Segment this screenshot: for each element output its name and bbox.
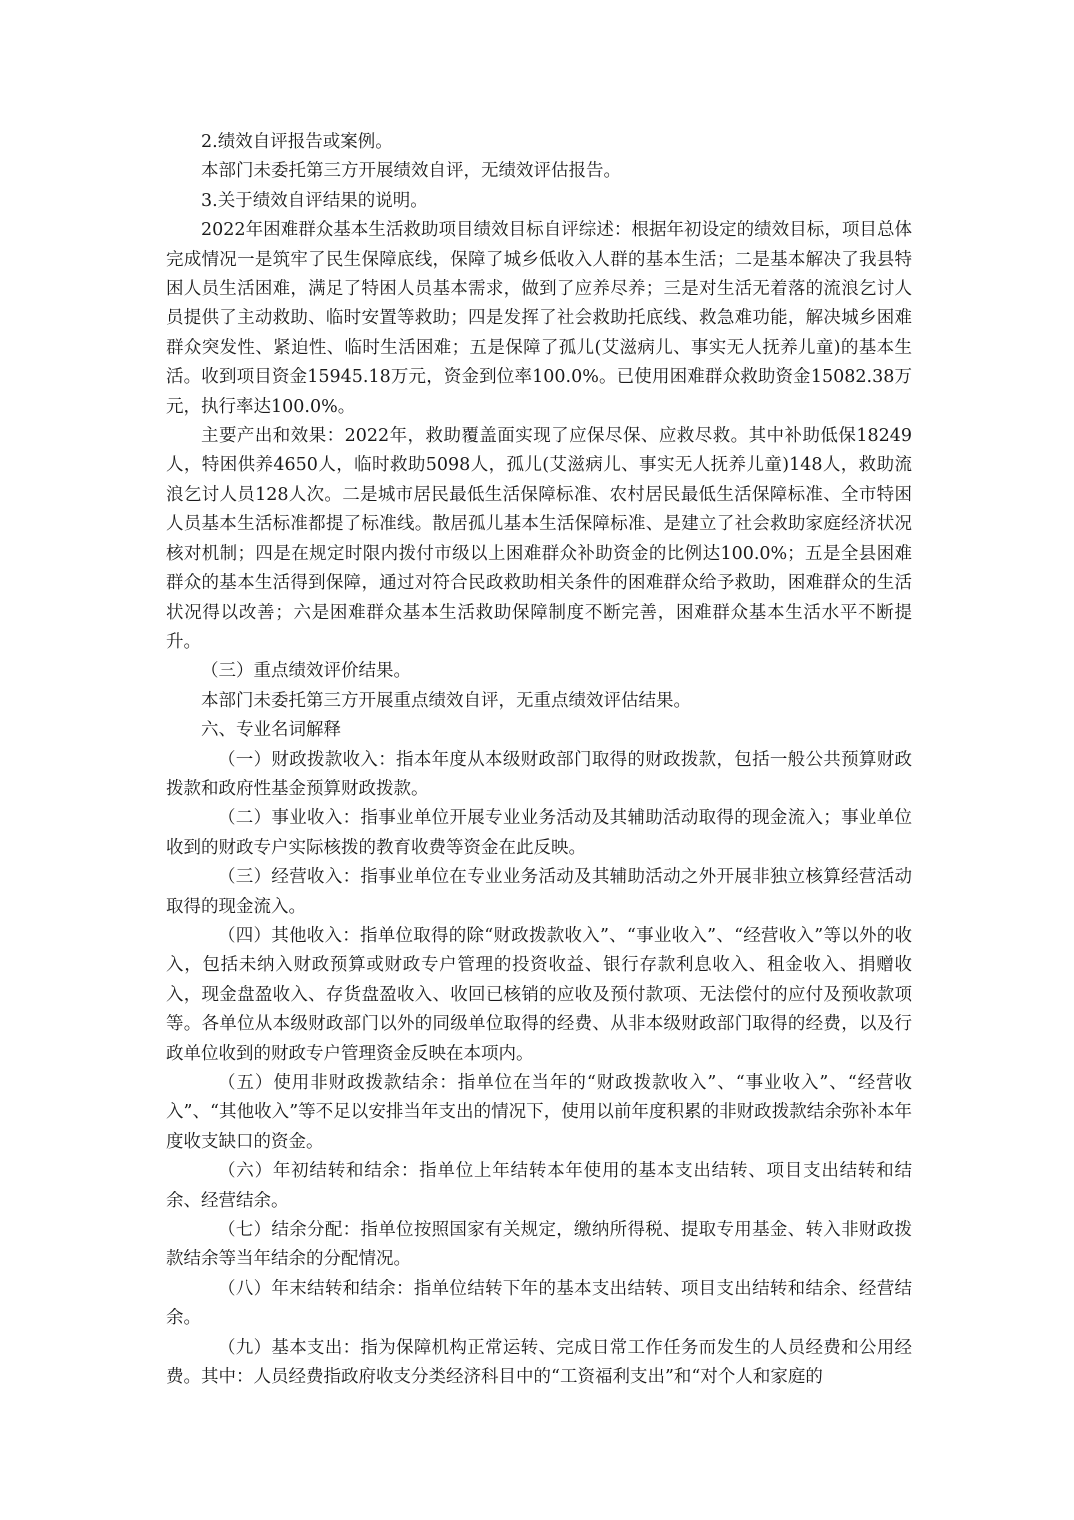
heading-self-evaluation-explanation: 3.关于绩效自评结果的说明。 (201, 190, 428, 211)
glossary-item-other-income: （四）其他收入：指单位取得的除“财政拨款收入”、“事业收入”、“经营收入”等以外的收入，包括未纳入财政预算或财政专户管理的投资收益、银行存款利息收入、租金收入、捐赠收入，现金盘盈收入、存货盘盈收入、收回已核销的应收及预付款项、无法偿付的应付及预收款项等。各单位从本级财政部门以外的同级单位取得的经费、从非本级财政部门取得的经费，以及行政单位收到的财政专户管理资金反映在本项内。 (166, 925, 912, 1064)
heading-self-evaluation-report: 2.绩效自评报告或案例。 (201, 132, 393, 152)
glossary-item-opening-carryover: （六）年初结转和结余：指单位上年结转本年使用的基本支出结转、项目支出结转和结余、经营结余。 (166, 1161, 912, 1211)
paragraph-outputs-and-effects: 主要产出和效果：2022年，救助覆盖面实现了应保尽保、应救尽救。其中补助低保18249人，特困供养4650人，临时救助5098人，孤儿(艾滋病儿、事实无人抚养儿童)148人，救助流浪乞讨人员128人次。二是城市居民最低生活保障标准、农村居民最低生活保障标准、全市特困人员基本生活标准都提了标准线。散居孤儿基本生活保障标准、是建立了社会救助家庭经济状况核对机制；四是在规定时限内拨付市级以上困难群众补助资金的比例达100.0%；五是全县困难群众的基本生活得到保障，通过对符合民政救助相关条件的困难群众给予救助，困难群众的生活状况得以改善；六是困难群众基本生活救助保障制度不断完善，困难群众基本生活水平不断提升。 (166, 426, 912, 652)
paragraph-project-summary: 2022年困难群众基本生活救助项目绩效目标自评综述：根据年初设定的绩效目标，项目总体完成情况一是筑牢了民生保障底线，保障了城乡低收入人群的基本生活；二是基本解决了我县特困人员生活困难，满足了特困人员基本需求，做到了应养尽养；三是对生活无着落的流浪乞讨人员提供了主动救助、临时安置等救助；四是发挥了社会救助托底线、救急难功能，解决城乡困难群众突发性、紧迫性、临时生活困难；五是保障了孤儿(艾滋病儿、事实无人抚养儿童)的基本生活。收到项目资金15945.18万元，资金到位率100.0%。已使用困难群众救助资金15082.38万元，执行率达100.0%。 (166, 220, 912, 417)
glossary-item-fiscal-appropriation: （一）财政拨款收入：指本年度从本级财政部门取得的财政拨款，包括一般公共预算财政拨款和政府性基金预算财政拨款。 (166, 749, 912, 799)
glossary-item-surplus-distribution: （七）结余分配：指单位按照国家有关规定，缴纳所得税、提取专用基金、转入非财政拨款结余等当年结余的分配情况。 (166, 1220, 912, 1270)
glossary-item-closing-carryover: （八）年末结转和结余：指单位结转下年的基本支出结转、项目支出结转和结余、经营结余。 (166, 1278, 912, 1329)
heading-key-evaluation-results: （三）重点绩效评价结果。 (201, 661, 411, 682)
glossary-item-basic-expenditure: （九）基本支出：指为保障机构正常运转、完成日常工作任务而发生的人员经费和公用经费。其中：人员经费指政府收支分类经济科目中的“工资福利支出”和“对个人和家庭的 (166, 1337, 912, 1388)
glossary-item-non-fiscal-balance: （五）使用非财政拨款结余：指单位在当年的“财政拨款收入”、“事业收入”、“经营收入”、“其他收入”等不足以安排当年支出的情况下，使用以前年度积累的非财政拨款结余弥补本年度收支缺口的资金。 (166, 1073, 912, 1152)
paragraph-no-key-evaluation: 本部门未委托第三方开展重点绩效自评，无重点绩效评估结果。 (201, 690, 691, 711)
document-body (166, 128, 912, 1392)
glossary-item-operating-income: （三）经营收入：指事业单位在专业业务活动及其辅助活动之外开展非独立核算经营活动取得的现金流入。 (166, 867, 912, 917)
glossary-item-business-income: （二）事业收入：指事业单位开展专业业务活动及其辅助活动取得的现金流入；事业单位收到的财政专户实际核拨的教育收费等资金在此反映。 (166, 808, 912, 858)
paragraph-no-evaluation-report: 本部门未委托第三方开展绩效自评，无绩效评估报告。 (201, 161, 621, 182)
heading-glossary: 六、专业名词解释 (201, 720, 341, 741)
